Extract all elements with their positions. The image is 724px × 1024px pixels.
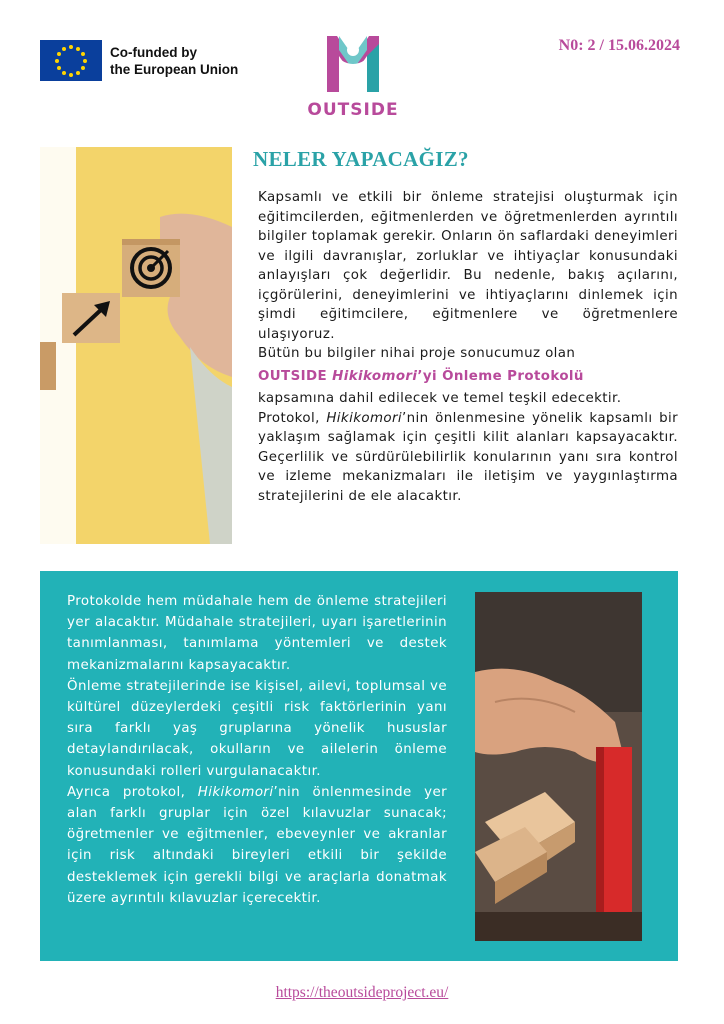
section-paragraph-4	[258, 409, 678, 507]
teal-info-box	[40, 571, 678, 961]
section-paragraph-3: kapsamına dahil edilecek ve temel teşkil edecektir.	[258, 391, 622, 406]
section-paragraph-1: Kapsamlı ve etkili bir önleme stratejisi oluşturmak için eğitimcilerden, eğitmenlerden ve öğretmenlerden ayrıntılı bilgiler toplamak gerekir. Onların ön saflardaki deneyimleri ve ilgili davranışlar, zorluklar ve ihtiyaçlar konusundaki anlayışları çok değerlidir. Bu nedenle, bakış açılarını, içgörülerini, deneyimlerini ve ihtiyaçlarını dinlemek için şimdi eğitimcilere, eğitmenlere ve öğretmenlere ulaşıyoruz.	[258, 190, 678, 342]
project-website-link[interactable]: https://theoutsideproject.eu/	[275, 984, 449, 1001]
footer	[0, 984, 724, 1002]
section-paragraph-4-part2: Hikikomori	[326, 410, 403, 426]
protocol-title-part1: OUTSIDE	[258, 368, 333, 384]
logo-wordmark: OUTSIDE	[307, 100, 399, 120]
photo-red-block-hand	[475, 592, 642, 941]
protocol-title-part3: ’yi Önleme Protokolü	[417, 368, 584, 384]
eu-flag-icon	[40, 40, 102, 81]
box-paragraph-3-part3: ’nin önlenmesinde yer alan farklı gruplar için özel kılavuzlar sunacak; öğretmenler ve eğitmenler, ebeveynler ve akranlar için risk altındaki bireyleri etkili bir şekilde desteklemek için gerekli bilgi ve araçlarla donatmak üzere ayrıntılı kılavuzlar içerecektir.	[67, 784, 447, 906]
section-body	[258, 188, 678, 506]
outside-logo-icon	[323, 30, 383, 94]
issue-number: N0: 2 / 15.06.2024	[558, 37, 680, 54]
photo-wooden-blocks-target	[40, 147, 232, 544]
teal-box-text	[67, 591, 447, 909]
section-paragraph-4-part1: Protokol,	[258, 410, 327, 426]
outside-logo	[298, 30, 408, 120]
protocol-title	[258, 367, 678, 387]
eu-cofunded-logo	[40, 40, 238, 81]
eu-text-line2: the European Union	[110, 61, 239, 77]
box-paragraph-1: Protokolde hem müdahale hem de önleme stratejileri yer alacaktır. Müdahale stratejileri, uyarı işaretlerinin tanımlanması, tanımlama yöntemleri ve destek mekanizmalarını kapsayacaktır.	[67, 594, 447, 673]
section-paragraph-2: Bütün bu bilgiler nihai proje sonucumuz olan	[258, 346, 576, 361]
section-paragraph-4-part3: ’nin önlenmesine yönelik kapsamlı bir yaklaşım sağlamak için çeşitli kilit alanları kapsayacaktır. Geçerlilik ve sürdürülebilirlik konularının yanı sıra kontrol ve izleme mekanizmaları ile iletişim ve yaygınlaştırma stratejilerini de ele alacaktır.	[258, 410, 679, 504]
box-paragraph-2: Önleme stratejilerinde ise kişisel, ailevi, toplumsal ve kültürel düzeylerdeki çeşitli risk faktörlerinin yanı sıra farklı yaş gruplarına yönelik hususlar detaylandırılacak, okulların ve ailelerin önleme konusundaki rolleri vurgulanacaktır.	[67, 678, 447, 779]
protocol-title-part2: Hikikomori	[332, 368, 418, 384]
box-paragraph-3	[67, 782, 447, 909]
section-heading: NELER YAPACAĞIZ?	[253, 147, 469, 171]
eu-text-line1: Co-funded by	[110, 44, 197, 60]
box-paragraph-3-part2: Hikikomori	[197, 784, 274, 800]
box-paragraph-3-part1: Ayrıca protokol,	[67, 784, 198, 800]
